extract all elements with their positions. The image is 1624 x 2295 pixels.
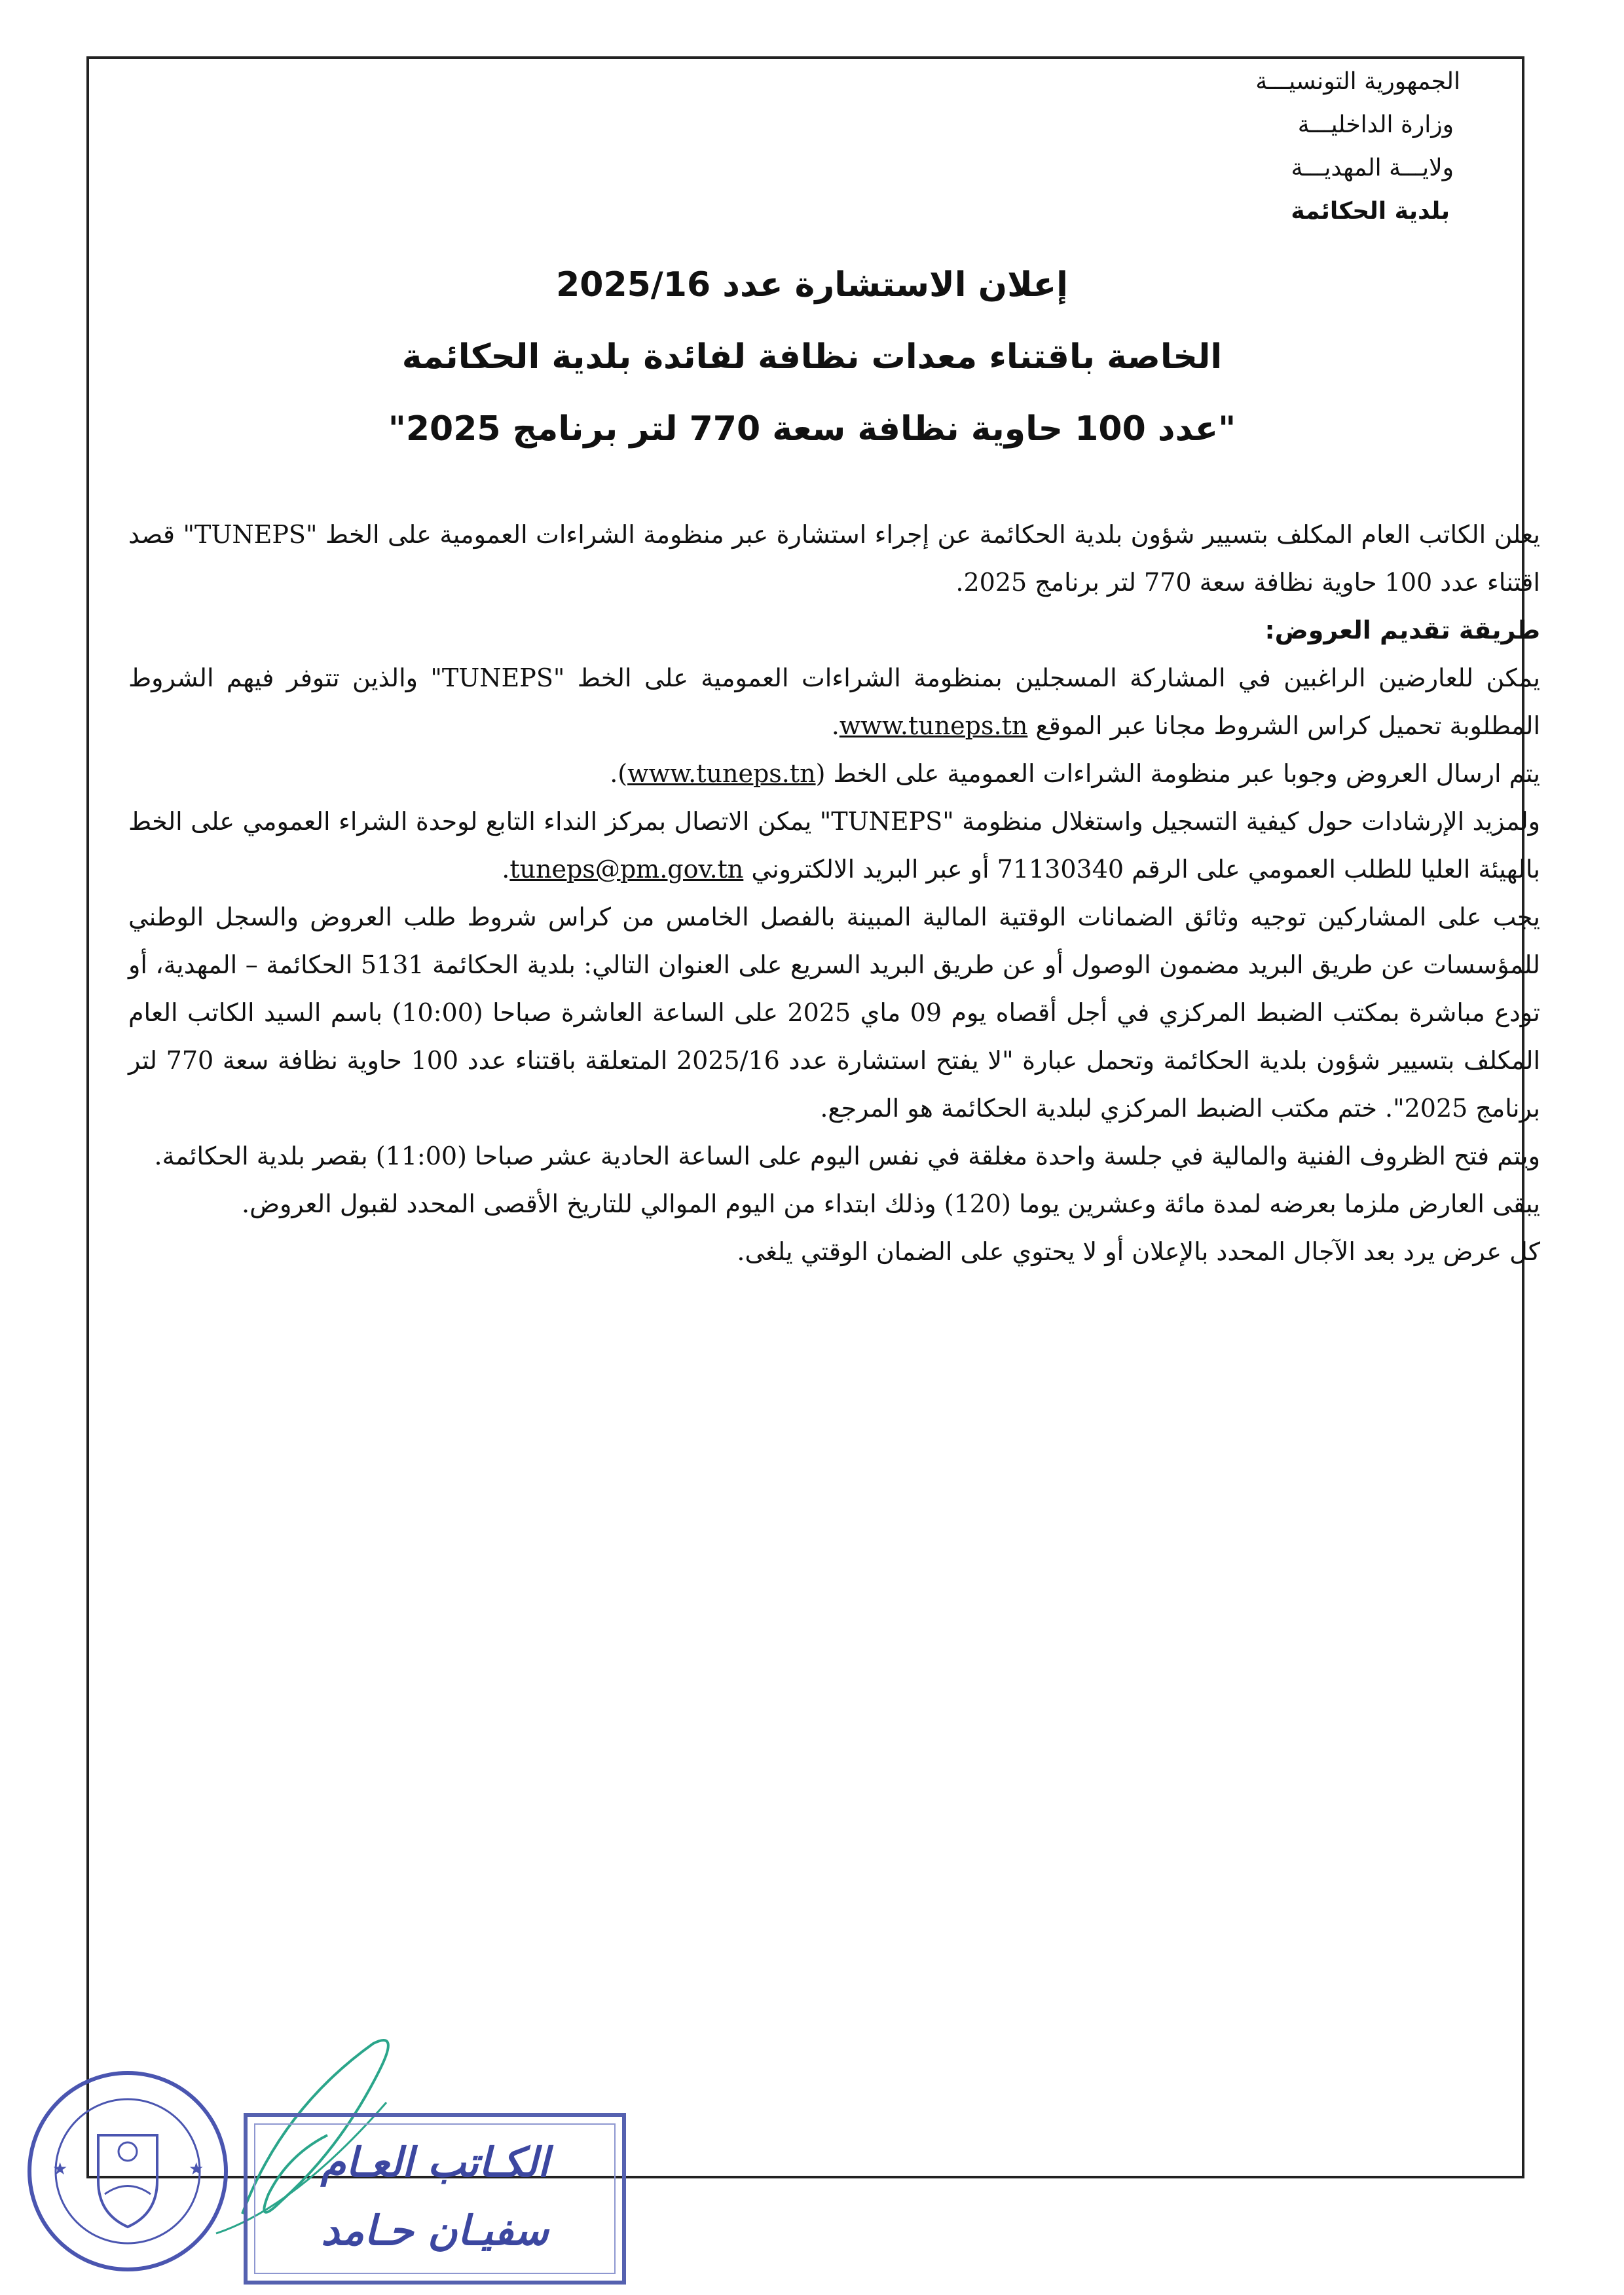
paragraph-contact-text: ولمزيد الإرشادات حول كيفية التسجيل واستغلال منظومة "TUNEPS" يمكن الاتصال بمركز النداء التابع لوحدة الشراء العمومي على الخط بالهيئة العليا للطلب العمومي على الرقم 71130340 أو عبر البريد الالكتروني — [128, 807, 1541, 884]
letterhead-municipality: بلدية الحكائمة — [1291, 198, 1450, 225]
paragraph-download: يمكن للعارضين الراغبين في المشاركة المسجلين بمنظومة الشراءات العمومية على الخط "TUNEPS" والذين تتوفر فيهم الشروط المطلوبة تحميل كراس الشروط مجانا عبر الموقع www.tuneps.tn. — [128, 663, 1540, 740]
paragraph-opening: ويتم فتح الظروف الفنية والمالية في جلسة واحدة مغلقة في نفس اليوم على الساعة الحادية عشر صباحا (11:00) بقصر بلدية الحكائمة. — [154, 1142, 1540, 1170]
paragraph-submit-text: يتم ارسال العروض وجوبا عبر منظومة الشراءات العمومية على الخط — [833, 759, 1540, 788]
svg-text:★: ★ — [52, 2159, 68, 2179]
tuneps-website-link[interactable]: www.tuneps.tn — [839, 711, 1028, 740]
tuneps-email-link[interactable]: tuneps@pm.gov.tn — [509, 855, 744, 884]
letterhead — [1113, 60, 1480, 233]
title-line-1: إعلان الاستشارة عدد 2025/16 — [556, 265, 1068, 305]
secretary-general-stamp — [244, 2113, 626, 2285]
announcement-body — [128, 511, 1540, 2109]
letterhead-republic: الجمهورية التونسيـــة — [1255, 68, 1460, 95]
paragraph-validity: يبقى العارض ملزما بعرضه لمدة مائة وعشرين يوما (120) وذلك ابتداء من اليوم الموالي للتاريخ الأقصى المحدد لقبول العروض. — [242, 1189, 1540, 1218]
paragraph-contact: ولمزيد الإرشادات حول كيفية التسجيل واستغلال منظومة "TUNEPS" يمكن الاتصال بمركز النداء التابع لوحدة الشراء العمومي على الخط بالهيئة العليا للطلب العمومي على الرقم 71130340 أو عبر البريد الالكتروني tuneps@pm.gov.tn. — [128, 807, 1541, 884]
stamp-title: الكـاتب العـام — [320, 2138, 549, 2186]
letterhead-governorate: ولايـــة المهديـــة — [1291, 155, 1454, 181]
paragraph-late-offers: كل عرض يرد بعد الآجال المحدد بالإعلان أو لا يحتوي على الضمان الوقتي يلغى. — [737, 1237, 1540, 1266]
stamp-name: سفيـان حـامد — [321, 2207, 549, 2254]
paragraph-download-text: يمكن للعارضين الراغبين في المشاركة المسجلين بمنظومة الشراءات العمومية على الخط "TUNEPS" والذين تتوفر فيهم الشروط المطلوبة تحميل كراس الشروط مجانا عبر الموقع — [128, 663, 1540, 740]
announcement-title — [131, 249, 1493, 465]
svg-text:★: ★ — [189, 2159, 204, 2179]
title-line-3: "عدد 100 حاوية نظافة سعة 770 لتر برنامج 2025" — [388, 409, 1236, 449]
paragraph-submit: يتم ارسال العروض وجوبا عبر منظومة الشراءات العمومية على الخط (www.tuneps.tn). — [610, 759, 1540, 788]
tuneps-website-link-2[interactable]: www.tuneps.tn — [627, 759, 816, 788]
title-line-2: الخاصة باقتناء معدات نظافة لفائدة بلدية الحكائمة — [401, 337, 1223, 377]
submission-subheading: طريقة تقديم العروض: — [1264, 616, 1540, 644]
letterhead-ministry: وزارة الداخليـــة — [1297, 111, 1454, 138]
paragraph-guarantees: يجب على المشاركين توجيه وثائق الضمانات الوقتية المالية المبينة بالفصل الخامس من كراس شروط طلب العروض والسجل الوطني للمؤسسات عن طريق البريد مضمون الوصول أو عن طريق البريد السريع على العنوان التالي: بلدية الحكائمة 5131 الحكائمة – المهدية، أو تودع مباشرة بمكتب الضبط المركزي في أجل أقصاه يوم 09 ماي 2025 على الساعة العاشرة صباحا (10:00) باسم السيد الكاتب العام المكلف بتسيير شؤون بلدية الحكائمة وتحمل عبارة "لا يفتح استشارة عدد 2025/16 المتعلقة باقتناء عدد 100 حاوية نظافة سعة 770 لتر برنامج 2025". ختم مكتب الضبط المركزي لبلدية الحكائمة هو المرجع. — [128, 903, 1541, 1123]
intro-paragraph: يعلن الكاتب العام المكلف بتسيير شؤون بلدية الحكائمة عن إجراء استشارة عبر منظومة الشراءات العمومية على الخط "TUNEPS" قصد اقتناء عدد 100 حاوية نظافة سعة 770 لتر برنامج 2025. — [128, 520, 1540, 597]
